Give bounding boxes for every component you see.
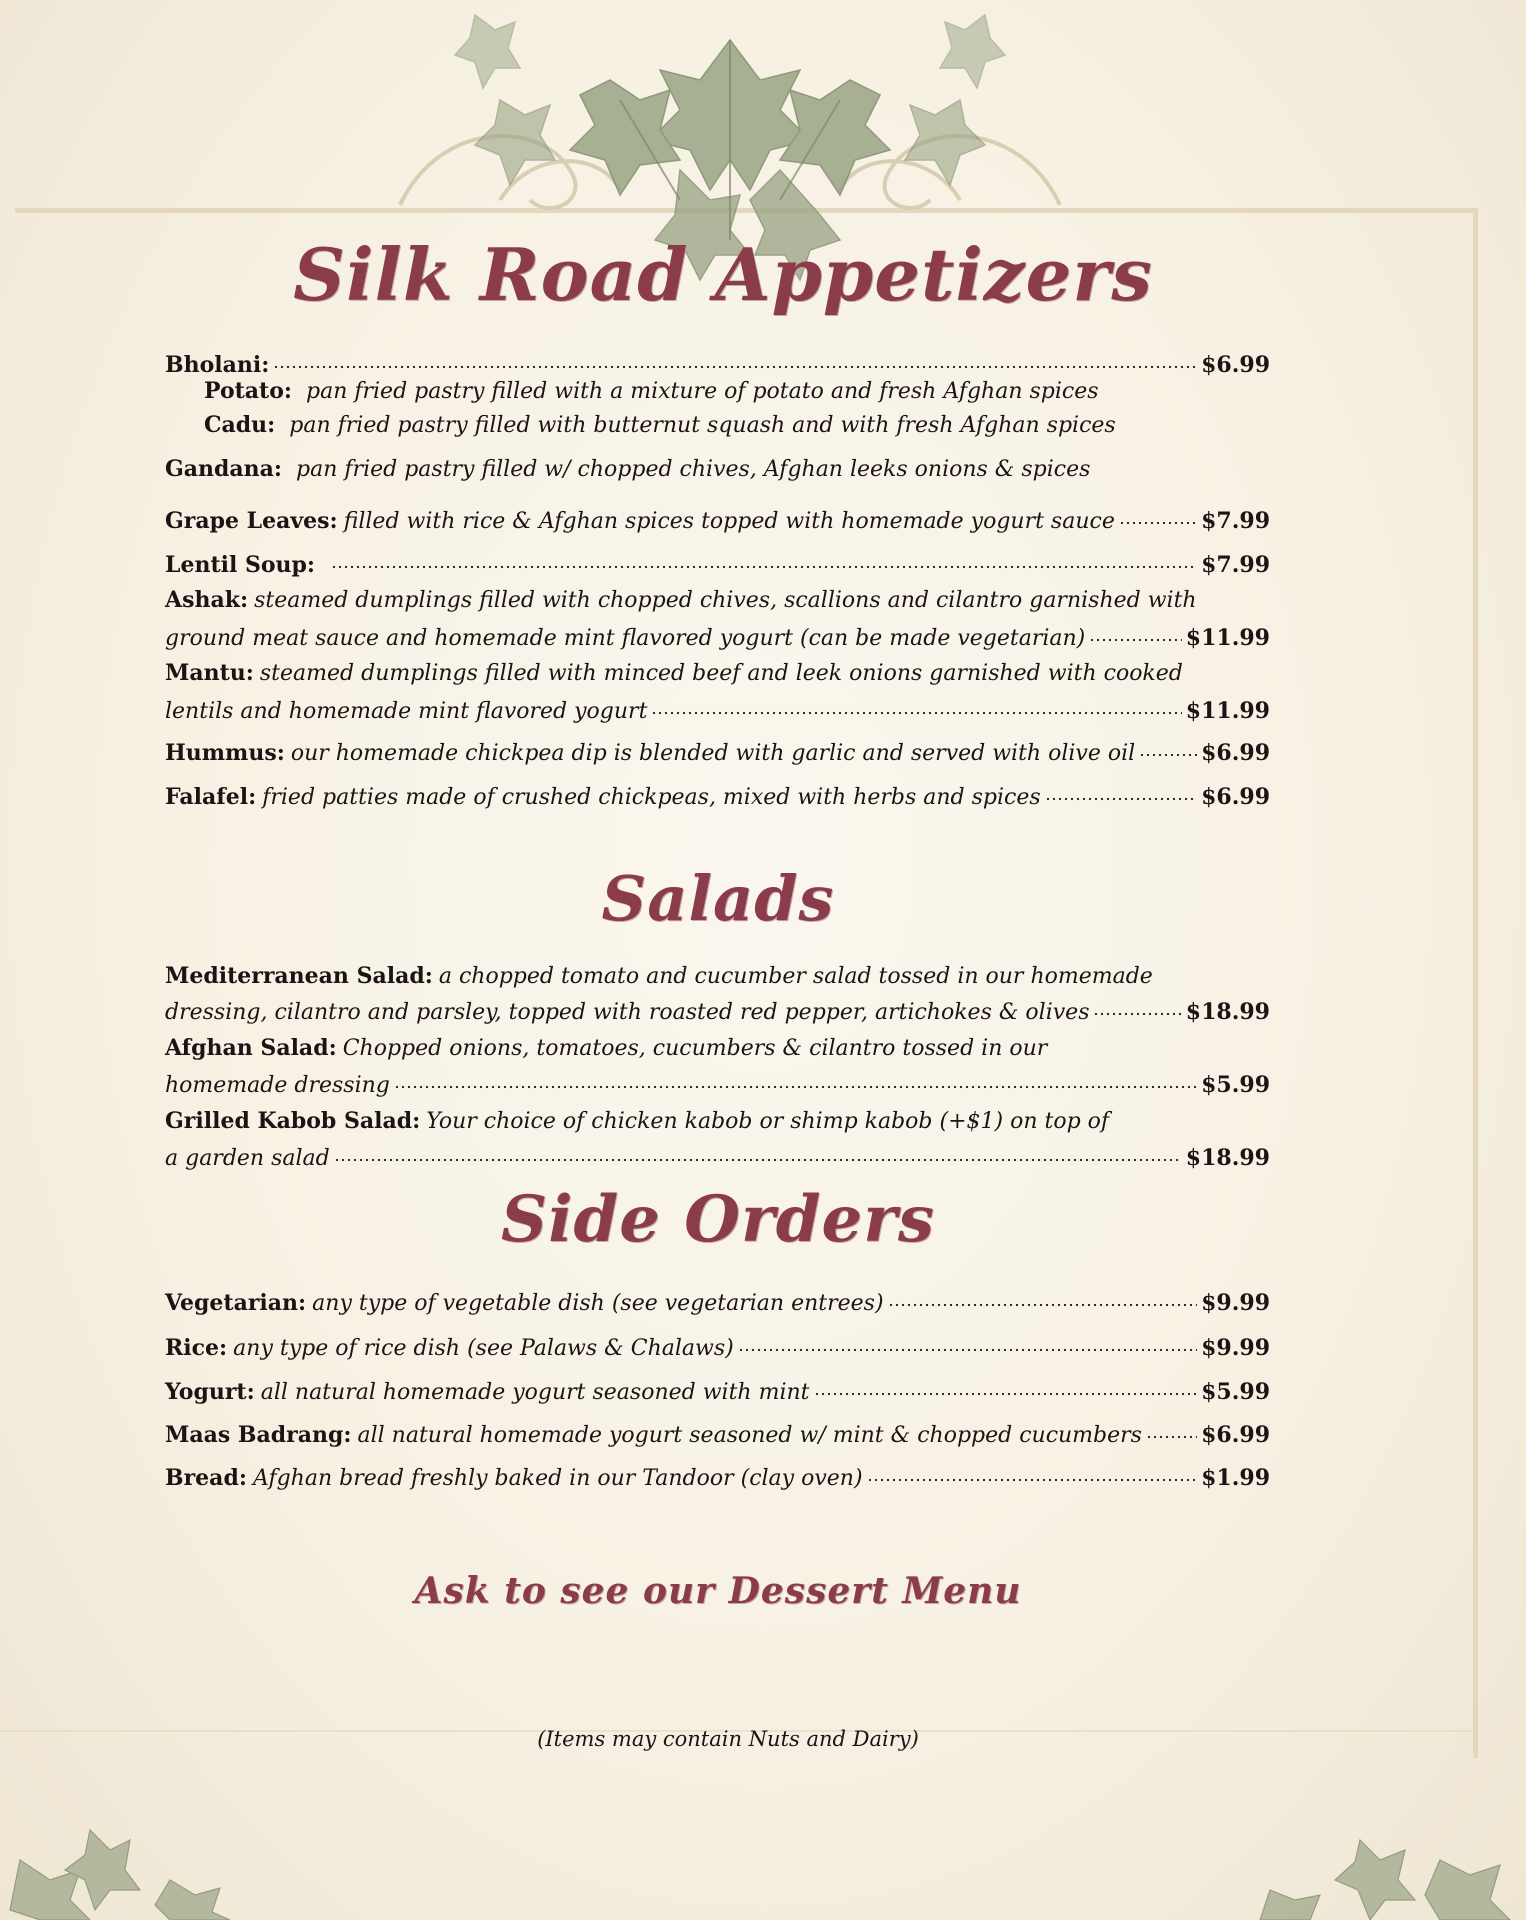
appetizers-title: Silk Road Appetizers	[293, 232, 1153, 317]
item-price: $5.99	[1201, 1072, 1270, 1098]
menu-item-mediterranean-line2	[165, 990, 1270, 1027]
menu-item-maas-badrang	[165, 1413, 1270, 1450]
menu-subitem-potato	[204, 377, 1270, 406]
menu-item-bholani	[165, 343, 1270, 380]
item-name: Ashak:	[165, 587, 249, 613]
corner-ivy-ornament-icon	[1240, 1800, 1526, 1920]
item-description: pan fried pastry filled w/ chopped chives, Afghan leeks onions & spices	[296, 457, 1091, 482]
leader-dots	[867, 1456, 1198, 1485]
item-description: any type of vegetable dish (see vegetarian entrees)	[312, 1291, 884, 1316]
item-name: Grilled Kabob Salad:	[165, 1108, 421, 1134]
leader-dots	[1139, 731, 1197, 760]
menu-item-mantu	[165, 659, 1270, 688]
leader-dots	[1089, 616, 1182, 645]
item-price: $6.99	[1201, 352, 1270, 378]
leader-dots	[273, 343, 1197, 372]
corner-ivy-ornament-icon	[0, 1800, 260, 1920]
item-name: Afghan Salad:	[165, 1035, 337, 1061]
item-description: fried patties made of crushed chickpeas, mixed with herbs and spices	[262, 785, 1041, 810]
item-description: Afghan bread freshly baked in our Tandoor (clay oven)	[252, 1466, 863, 1491]
menu-item-kabob-line2	[165, 1136, 1270, 1173]
dessert-menu-note: Ask to see our Dessert Menu	[414, 1570, 1022, 1612]
frame-right-rule	[1473, 208, 1478, 1758]
item-price: $6.99	[1201, 1422, 1270, 1448]
leader-dots	[1146, 1413, 1197, 1442]
menu-item-afghan-line2	[165, 1063, 1270, 1100]
item-name: Yogurt:	[165, 1379, 255, 1405]
menu-item-ashak	[165, 586, 1270, 615]
item-description: all natural homemade yogurt seasoned w/ mint & chopped cucumbers	[357, 1423, 1142, 1448]
item-name: Mediterranean Salad:	[165, 963, 433, 989]
sides-title: Side Orders	[501, 1182, 935, 1257]
item-price: $6.99	[1201, 740, 1270, 766]
leader-dots	[814, 1370, 1198, 1399]
menu-item-afghan-salad	[165, 1034, 1270, 1063]
menu-item-mediterranean-salad	[165, 962, 1270, 991]
leader-dots	[888, 1281, 1198, 1310]
menu-item-yogurt	[165, 1370, 1270, 1407]
item-description-cont: lentils and homemade mint flavored yogurt	[165, 699, 648, 724]
menu-item-ashak-line2	[165, 616, 1270, 653]
item-description: steamed dumplings filled with minced beef and leek onions garnished with cooked	[259, 661, 1183, 686]
item-name: Vegetarian:	[165, 1290, 307, 1316]
item-name: Cadu:	[204, 412, 276, 438]
menu-item-kabob-salad	[165, 1107, 1270, 1136]
item-name: Mantu:	[165, 660, 254, 686]
item-description: our homemade chickpea dip is blended with garlic and served with olive oil	[290, 741, 1136, 766]
menu-subitem-cadu	[204, 411, 1270, 440]
menu-item-rice	[165, 1326, 1270, 1363]
item-price: $18.99	[1185, 1145, 1270, 1171]
item-description: Chopped onions, tomatoes, cucumbers & cilantro tossed in our	[342, 1036, 1048, 1061]
leader-dots	[1119, 499, 1197, 528]
leader-dots	[334, 1136, 1182, 1165]
leader-dots	[1045, 775, 1197, 804]
item-description-cont: a garden salad	[165, 1146, 330, 1171]
item-description-cont: dressing, cilantro and parsley, topped with roasted red pepper, artichokes & olives	[165, 1000, 1090, 1025]
menu-item-falafel	[165, 775, 1270, 812]
item-name: Gandana:	[165, 456, 283, 482]
item-name: Lentil Soup:	[165, 552, 316, 578]
leader-dots	[1093, 990, 1181, 1019]
item-description: filled with rice & Afghan spices topped with homemade yogurt sauce	[343, 509, 1115, 534]
menu-item-gandana	[165, 455, 1270, 484]
item-price: $9.99	[1201, 1335, 1270, 1361]
menu-item-hummus	[165, 731, 1270, 768]
item-price: $11.99	[1185, 698, 1270, 724]
salads-title: Salads	[601, 862, 835, 935]
item-description-cont: homemade dressing	[165, 1073, 390, 1098]
item-price: $11.99	[1185, 625, 1270, 651]
menu-item-vegetarian	[165, 1281, 1270, 1318]
item-description: pan fried pastry filled with butternut squash and with fresh Afghan spices	[289, 413, 1116, 438]
menu-item-mantu-line2	[165, 689, 1270, 726]
item-name: Potato:	[204, 378, 292, 404]
item-price: $7.99	[1201, 552, 1270, 578]
item-name: Maas Badrang:	[165, 1422, 352, 1448]
leader-dots	[738, 1326, 1197, 1355]
item-description: any type of rice dish (see Palaws & Chalaws)	[233, 1336, 734, 1361]
item-description-cont: ground meat sauce and homemade mint flavored yogurt (can be made vegetarian)	[165, 626, 1086, 651]
item-price: $7.99	[1201, 508, 1270, 534]
item-price: $6.99	[1201, 784, 1270, 810]
leader-dots	[651, 689, 1181, 718]
item-description: Your choice of chicken kabob or shimp kabob (+$1) on top of	[426, 1109, 1110, 1134]
item-name: Rice:	[165, 1335, 228, 1361]
item-name: Falafel:	[165, 784, 257, 810]
item-name: Grape Leaves:	[165, 508, 338, 534]
menu-item-grape-leaves	[165, 499, 1270, 536]
item-price: $1.99	[1201, 1465, 1270, 1491]
item-price: $5.99	[1201, 1379, 1270, 1405]
item-description: a chopped tomato and cucumber salad tossed in our homemade	[438, 964, 1153, 989]
item-name: Hummus:	[165, 740, 285, 766]
allergy-note: (Items may contain Nuts and Dairy)	[537, 1727, 919, 1751]
item-price: $9.99	[1201, 1290, 1270, 1316]
item-description: all natural homemade yogurt seasoned with mint	[260, 1380, 810, 1405]
item-price: $18.99	[1185, 999, 1270, 1025]
leader-dots	[394, 1063, 1197, 1092]
menu-item-bread	[165, 1456, 1270, 1493]
leader-dots	[331, 543, 1197, 572]
menu-item-lentil-soup	[165, 543, 1270, 580]
item-name: Bread:	[165, 1465, 247, 1491]
item-description: pan fried pastry filled with a mixture of potato and fresh Afghan spices	[306, 379, 1099, 404]
item-name: Bholani:	[165, 352, 270, 378]
item-description: steamed dumplings filled with chopped chives, scallions and cilantro garnished with	[254, 588, 1197, 613]
